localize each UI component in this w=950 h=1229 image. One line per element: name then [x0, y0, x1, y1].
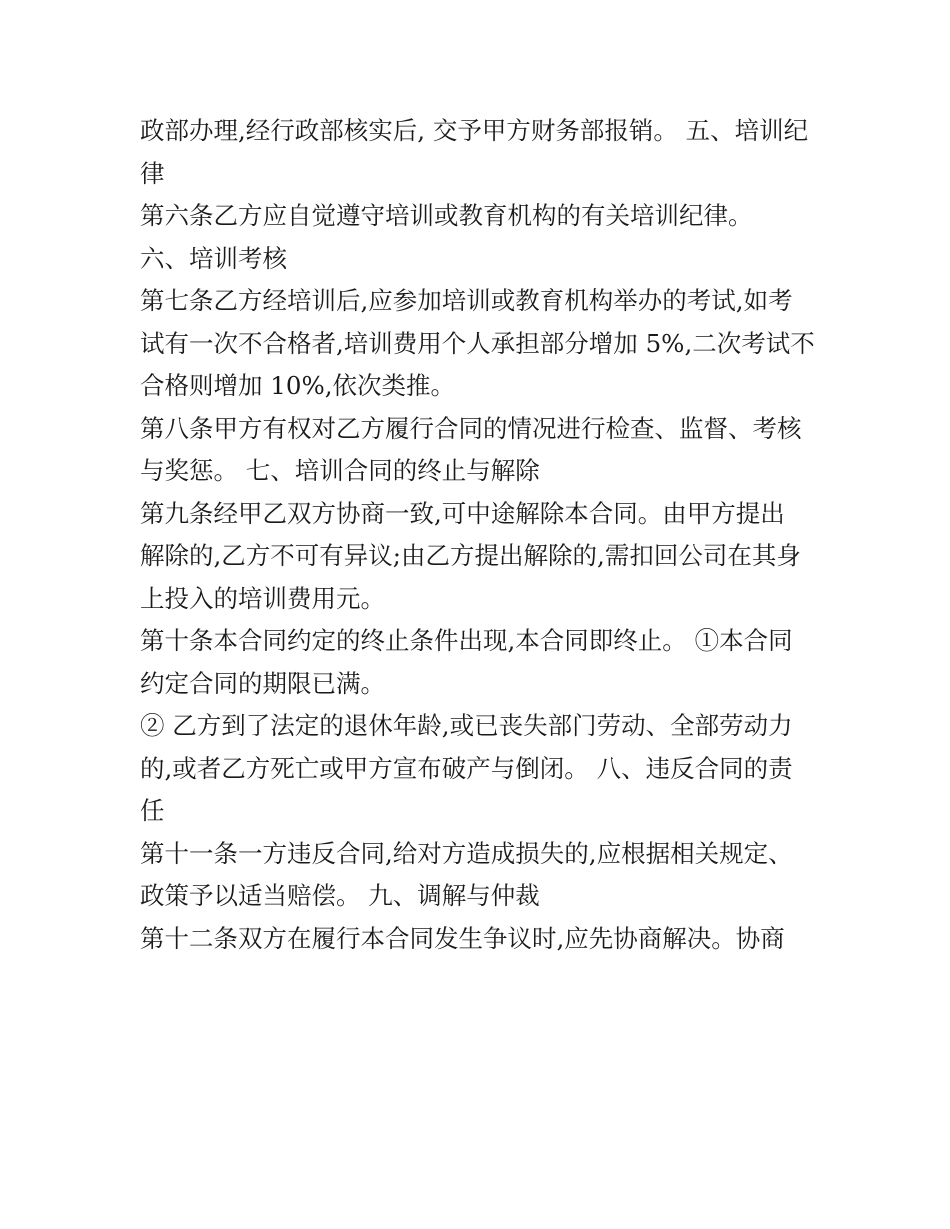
text-line: 律 [140, 158, 165, 188]
text-line: 政策予以适当赔偿。 九、调解与仲裁 [140, 881, 540, 910]
text-line: 解除的,乙方不可有异议;由乙方提出解除的,需扣回公司在其身 [140, 541, 801, 570]
text-line: 第八条甲方有权对乙方履行合同的情况进行检查、监督、考核 [140, 413, 802, 443]
text-line: 试有一次不合格者,培训费用个人承担部分增加 5%,二次考试不 [140, 328, 815, 358]
text-line: 第十条本合同约定的终止条件出现,本合同即终止。 ①本合同 [140, 626, 793, 655]
text-line: 第七条乙方经培训后,应参加培训或教育机构举办的考试,如考 [140, 286, 793, 315]
text-line: 第十二条双方在履行本合同发生争议时,应先协商解决。协商 [140, 923, 785, 953]
text-line: 上投入的培训费用元。 [140, 583, 385, 613]
text-line: ② 乙方到了法定的退休年龄,或已丧失部门劳动、全部劳动力 [140, 711, 793, 740]
contract-text-body [140, 110, 820, 960]
text-line: 的,或者乙方死亡或甲方宣布破产与倒闭。 八、违反合同的责 [140, 753, 793, 783]
text-line: 第十一条一方违反合同,给对方造成损失的,应根据相关规定、 [140, 838, 793, 868]
text-line: 约定合同的期限已满。 [140, 668, 385, 698]
text-line: 第六条乙方应自觉遵守培训或教育机构的有关培训纪律。 [140, 201, 753, 230]
text-line: 与奖惩。 七、培训合同的终止与解除 [140, 456, 540, 485]
text-line: 合格则增加 10%,依次类推。 [140, 371, 456, 400]
text-line: 第九条经甲乙双方协商一致,可中途解除本合同。由甲方提出 [140, 498, 785, 528]
section-heading: 六、培训考核 [140, 243, 287, 273]
text-line: 政部办理,经行政部核实后, 交予甲方财务部报销。 五、培训纪 [140, 116, 809, 145]
text-line: 任 [140, 796, 165, 825]
